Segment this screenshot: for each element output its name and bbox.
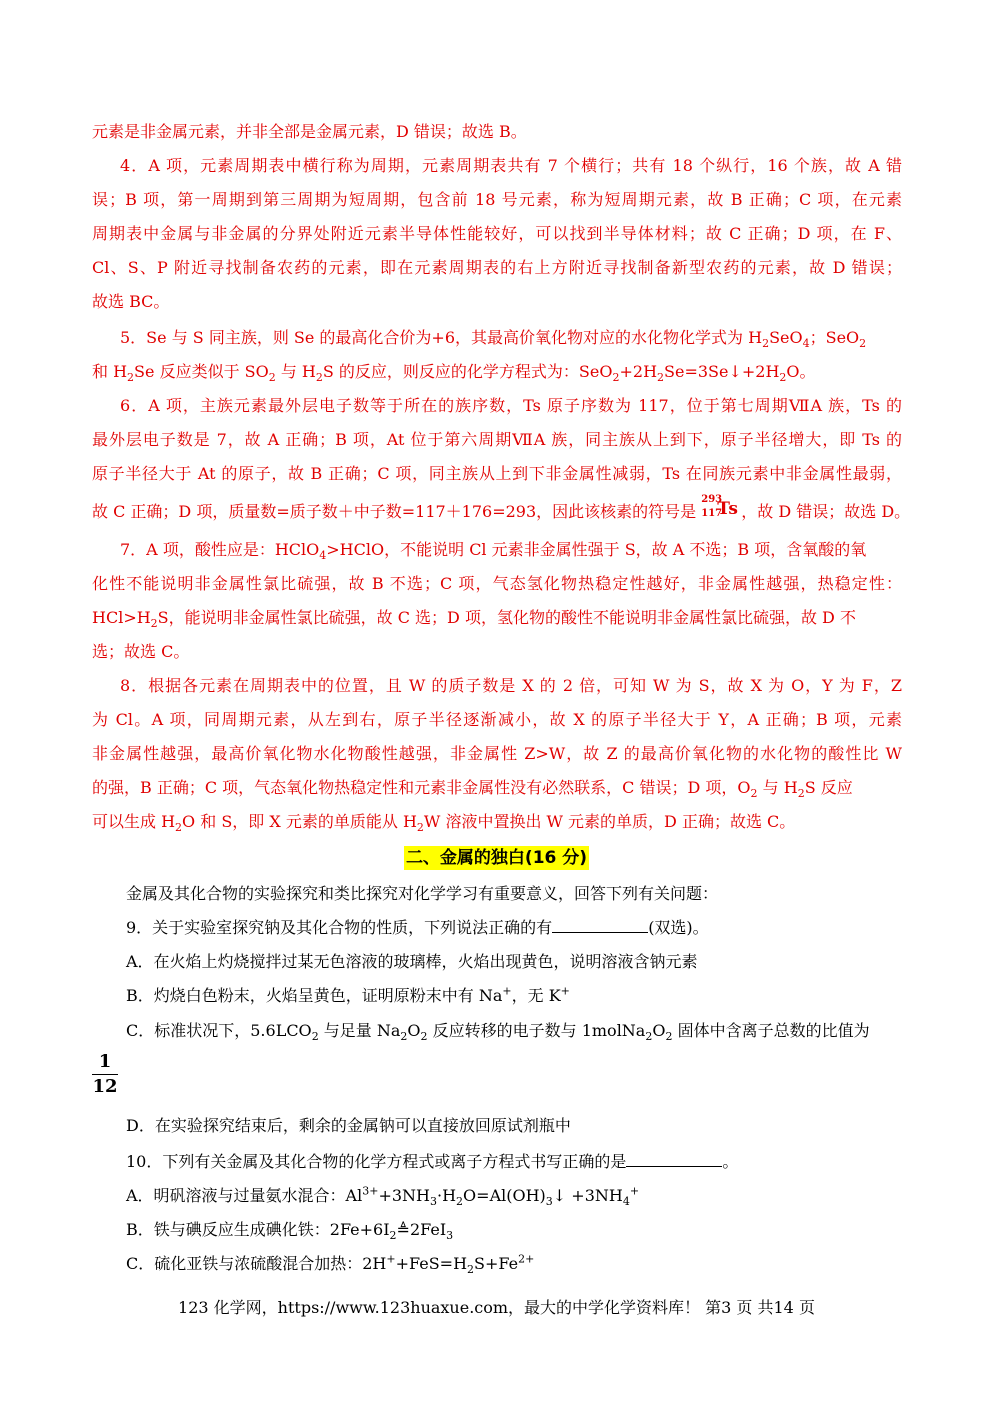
question-10: 10．下列有关金属及其化合物的化学方程式或离子方程式书写正确的是 。 [126,1152,739,1171]
option-9b: B．灼烧白色粉末，火焰呈黄色，证明原粉末中有 Na+，无 K+ [126,984,570,1005]
answer-4-line: 4．A 项，元素周期表中横行称为周期，元素周期表共有 7 个横行；共有 18 个纵行，16 个族，故 A 错 [120,156,902,175]
answer-8-line: 8．根据各元素在周期表中的位置，且 W 的质子数是 X 的 2 倍，可知 W 为 S，故 X 为 O，Y 为 F，Z [120,676,902,695]
answer-5-line: 5．Se 与 S 同主族，则 Se 的最高化合价为+6，其最高价氧化物对应的水化物化学式为 $H_2SeO_4$；SeO$_2$ [120,328,867,351]
option-10a: A．明矾溶液与过量氨水混合：$Al^{3+}+3NH_3\cdot H_2O=Al(OH)_3↓ +3NH_4^+$ [126,1184,640,1209]
fraction: $\frac{1}{12}$ [92,1051,118,1097]
section-intro: 金属及其化合物的实验探究和类比探究对化学学习有重要意义，回答下列有关问题： [126,884,719,903]
nuclide-symbol: 293 117 Ts [701,494,738,519]
answer-line: 故选 BC。 [92,292,170,311]
answer-6-line: 6．A 项，主族元素最外层电子数等于所在的族序数，Ts 原子序数为 117，位于第七周期ⅦA 族，Ts 的 [120,396,902,415]
option-10c: C．硫化亚铁与浓硫酸混合加热：$2H^++FeS=H_2S+Fe^{2+}$ [126,1252,535,1277]
answer-line: 的强，B 正确；C 项，气态氧化物热稳定性和元素非金属性没有必然联系，C 错误；D 项，$O_2$ 与 $H_2S$ 反应 [92,778,853,801]
answer-line: $HCl>H_2S$，能说明非金属性氯比硫强，故 C 选；D 项，氢化物的酸性不能说明非金属性氯比硫强，故 D 不 [92,608,856,631]
option-9d: D．在实验探究结束后，剩余的金属钠可以直接放回原试剂瓶中 [126,1116,571,1135]
answer-blank[interactable] [626,1150,722,1167]
page-footer: 123 化学网，https://www.123huaxue.com，最大的中学化学资料库！ 第3 页 共14 页 [178,1298,815,1317]
answer-line: 周期表中金属与非金属的分界处附近元素半导体性能较好，可以找到半导体材料；故 C 正确；D 项，在 F、 [92,224,902,243]
answer-line: 原子半径大于 At 的原子，故 B 正确；C 项，同主族从上到下非金属性减弱，Ts 在同族元素中非金属性最弱， [92,464,902,483]
option-9a: A．在火焰上灼烧搅拌过某无色溶液的玻璃棒，火焰出现黄色，说明溶液含钠元素 [126,952,698,971]
answer-blank[interactable] [552,916,648,933]
answer-line: 故 C 正确；D 项，质量数=质子数＋中子数=117＋176=293，因此该核素的符号是 293 117 Ts ，故 D 错误；故选 D。 [92,494,911,521]
answer-line: 和 $H_2Se$ 反应类似于 $SO_2$ 与 $H_2S$ 的反应，则反应的化学方程式为：$SeO_2+2H_2Se=3Se↓+2H_2O$。 [92,362,816,385]
answer-7-line: 7．A 项，酸性应是：HClO$_4$>HClO，不能说明 Cl 元素非金属性强于 S，故 A 不选；B 项，含氧酸的氧 [120,540,867,563]
question-9: 9．关于实验室探究钠及其化合物的性质，下列说法正确的有 (双选)。 [126,918,709,937]
option-10b: B．铁与碘反应生成碘化铁：$2Fe+6I_2≜2FeI_3$ [126,1220,454,1243]
answer-line: 非金属性越强，最高价氧化物水化物酸性越强，非金属性 Z>W，故 Z 的最高价氧化物的水化物的酸性比 W [92,744,902,763]
answer-line: 元素是非金属元素，并非全部是金属元素，D 错误；故选 B。 [92,122,527,141]
answer-line: Cl、S、P 附近寻找制备农药的元素，即在元素周期表的右上方附近寻找制备新型农药的元素，故 D 错误； [92,258,902,277]
answer-line: 可以生成 $H_2O$ 和 S，即 X 元素的单质能从 $H_2W$ 溶液中置换出 W 元素的单质，D 正确；故选 C。 [92,812,796,835]
answer-line: 误；B 项，第一周期到第三周期为短周期，包含前 18 号元素，称为短周期元素，故 B 正确；C 项，在元素 [92,190,902,209]
option-9c: C．标准状况下，$5.6LCO_2$ 与足量 $Na_2O_2$ 反应转移的电子数与 $1molNa_2O_2$ 固体中含离子总数的比值为 [126,1021,870,1044]
answer-line: 选；故选 C。 [92,642,190,661]
answer-line: 最外层电子数是 7，故 A 正确；B 项，At 位于第六周期ⅦA 族，同主族从上到下，原子半径增大，即 Ts 的 [92,430,902,449]
answer-line: 为 Cl。A 项，同周期元素，从左到右，原子半径逐渐减小，故 X 的原子半径大于 Y，A 正确；B 项，元素 [92,710,902,729]
section-title: 二、金属的独白(16 分) [405,848,588,868]
answer-line: 化性不能说明非金属性氯比硫强，故 B 不选；C 项，气态氢化物热稳定性越好，非金属性越强，热稳定性： [92,574,902,593]
